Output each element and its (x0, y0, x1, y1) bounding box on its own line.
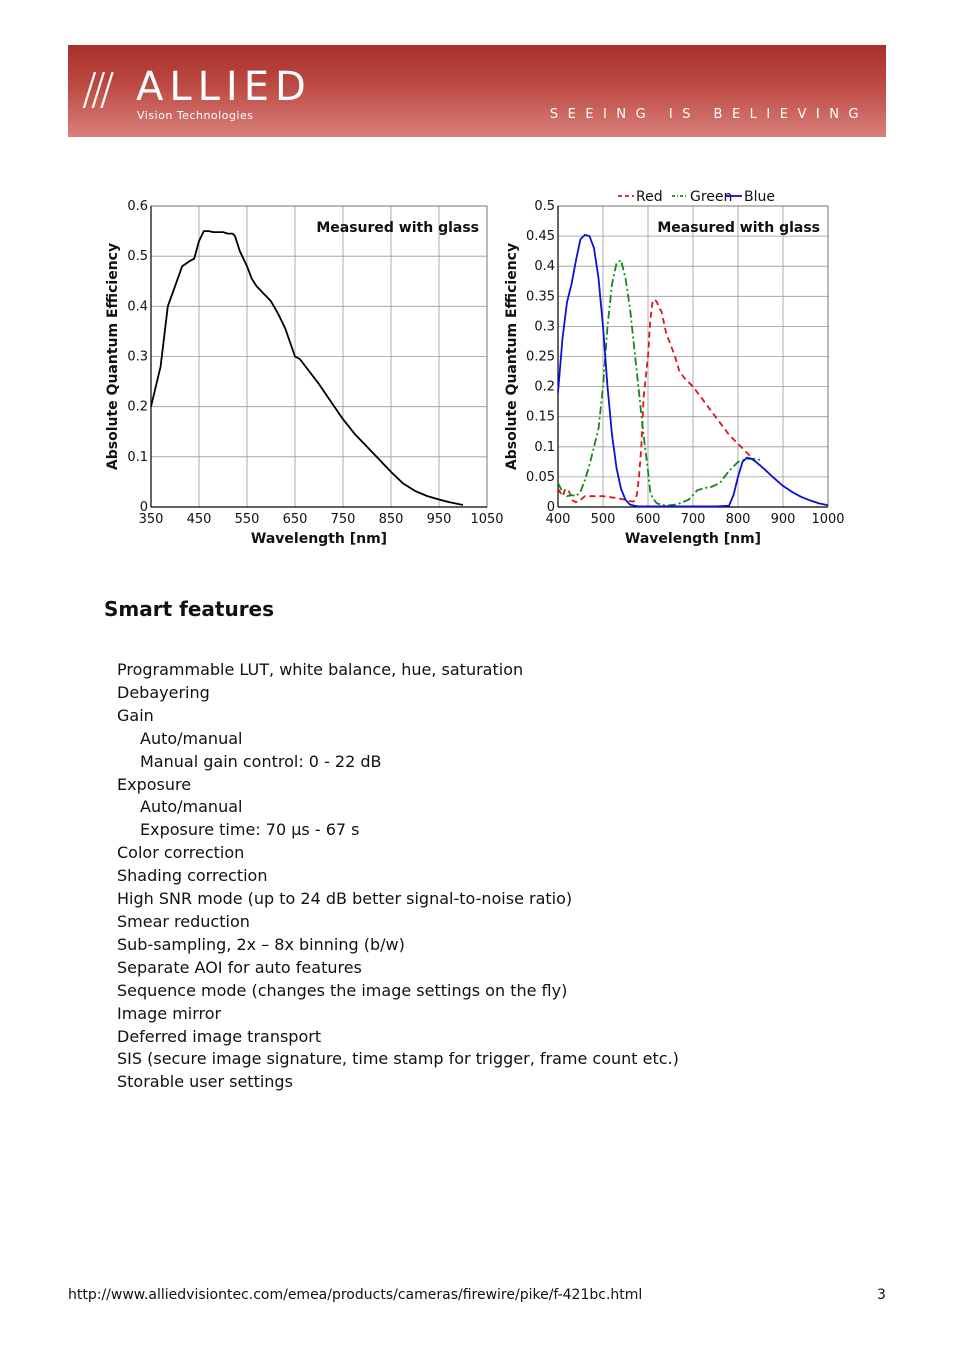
feature-item: Smear reduction (117, 911, 250, 931)
feature-item: Auto/manual (140, 728, 243, 748)
y-tick-label: 0.3 (127, 349, 148, 365)
x-tick-label: 450 (186, 512, 212, 527)
feature-item: Debayering (117, 682, 210, 702)
x-tick-label: 700 (680, 512, 706, 527)
y-tick-label: 0.35 (526, 289, 555, 305)
y-tick-label: 0.2 (127, 399, 148, 415)
logo-slashes: /// (82, 64, 109, 115)
y-tick-label: 0.2 (534, 379, 555, 395)
series-line-green (558, 260, 761, 506)
y-tick-label: 0.3 (534, 319, 555, 335)
feature-item: Deferred image transport (117, 1026, 322, 1046)
feature-item: Storable user settings (117, 1072, 293, 1092)
x-axis-label: Wavelength [nm] (624, 531, 762, 547)
feature-item: Manual gain control: 0 - 22 dB (140, 751, 382, 771)
feature-item: Image mirror (117, 1003, 222, 1023)
header-banner (68, 45, 886, 137)
feature-item: Auto/manual (140, 797, 243, 817)
x-tick-label: 1000 (811, 512, 845, 527)
legend-label: Green (690, 189, 733, 205)
feature-item: Exposure (117, 774, 192, 794)
y-tick-label: 0.15 (526, 409, 555, 425)
feature-item: Sub-sampling, 2x – 8x binning (b/w) (117, 934, 405, 954)
logo-subtitle: Vision Technologies (137, 109, 254, 122)
legend-label: Red (636, 189, 663, 205)
y-tick-label: 0.45 (526, 229, 555, 245)
y-tick-label: 0.4 (534, 259, 555, 275)
x-tick-label: 550 (234, 512, 260, 527)
feature-item: SIS (secure image signature, time stamp for trigger, frame count etc.) (117, 1049, 679, 1069)
footer-url[interactable]: http://www.alliedvisiontec.com/emea/products/cameras/firewire/pike/f-421bc.html (68, 1287, 643, 1303)
y-tick-label: 0.5 (127, 249, 148, 265)
feature-list (117, 659, 679, 1094)
x-tick-label: 800 (725, 512, 751, 527)
x-tick-label: 350 (138, 512, 164, 527)
chart-annotation: Measured with glass (316, 220, 479, 236)
x-tick-label: 750 (330, 512, 356, 527)
feature-item: Shading correction (117, 866, 268, 886)
x-axis-label: Wavelength [nm] (250, 531, 388, 547)
y-tick-label: 0.1 (534, 439, 555, 455)
x-tick-label: 600 (635, 512, 661, 527)
feature-item: Exposure time: 70 µs - 67 s (140, 820, 360, 840)
x-tick-label: 500 (590, 512, 616, 527)
feature-item: High SNR mode (up to 24 dB better signal-to-noise ratio) (117, 889, 573, 909)
y-axis-label: Absolute Quantum Efficiency (504, 242, 520, 471)
x-tick-label: 1050 (470, 512, 504, 527)
page-number: 3 (877, 1287, 886, 1303)
logo-wordmark: ALLIED (136, 64, 312, 110)
y-tick-label: 0 (546, 500, 555, 515)
feature-item: Separate AOI for auto features (117, 957, 362, 977)
y-axis-label: Absolute Quantum Efficiency (105, 242, 121, 471)
y-tick-label: 0.4 (127, 299, 148, 315)
x-tick-label: 950 (426, 512, 452, 527)
y-tick-label: 0.05 (526, 469, 555, 485)
y-tick-label: 0.25 (526, 349, 555, 365)
tagline: SEEING IS BELIEVING (549, 107, 868, 122)
x-tick-label: 400 (545, 512, 571, 527)
chart-annotation: Measured with glass (657, 220, 820, 236)
y-tick-label: 0.5 (534, 199, 555, 214)
feature-item: Programmable LUT, white balance, hue, saturation (117, 660, 524, 679)
x-tick-label: 850 (378, 512, 404, 527)
mono-qe-chart (95, 190, 515, 560)
x-tick-label: 650 (282, 512, 308, 527)
y-tick-label: 0.1 (127, 449, 148, 465)
feature-item: Sequence mode (changes the image settings on the fly) (117, 980, 568, 1000)
feature-item: Color correction (117, 843, 245, 863)
x-tick-label: 900 (770, 512, 796, 527)
section-title: Smart features (104, 597, 275, 621)
color-qe-chart (500, 180, 860, 560)
y-tick-label: 0 (139, 500, 148, 515)
feature-item: Gain (117, 705, 154, 725)
y-tick-label: 0.6 (127, 199, 148, 214)
series-line-0 (151, 231, 463, 505)
legend-label: Blue (744, 189, 775, 205)
